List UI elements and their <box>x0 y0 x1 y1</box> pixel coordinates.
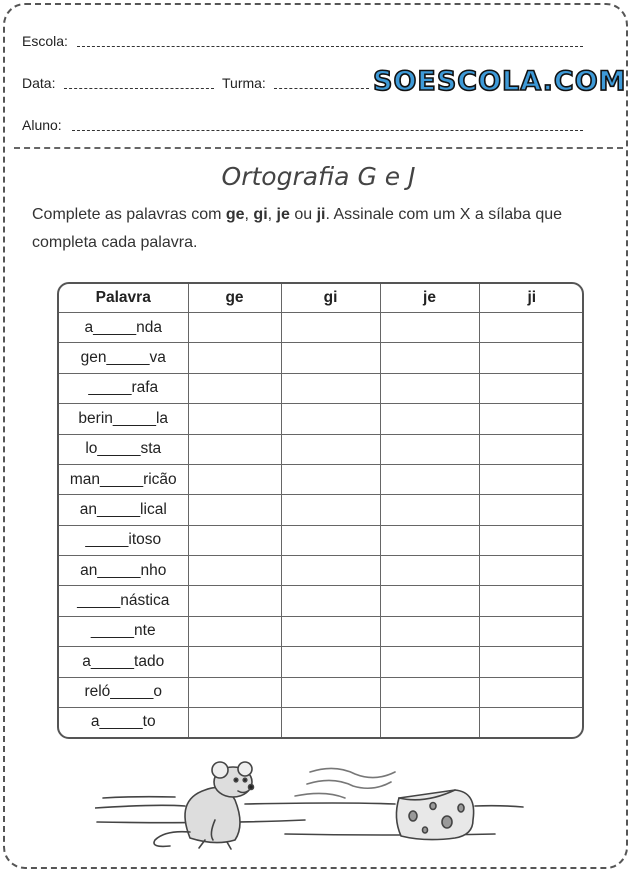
mouse-cheese-illustration <box>95 760 525 852</box>
answer-cell-ji[interactable] <box>479 313 584 343</box>
word-cell <box>59 343 188 373</box>
answer-cell-je[interactable] <box>380 495 479 525</box>
answer-cell-gi[interactable] <box>281 343 380 373</box>
answer-cell-gi[interactable] <box>281 525 380 555</box>
header-ge: ge <box>188 284 281 313</box>
answer-cell-gi[interactable] <box>281 677 380 707</box>
answer-cell-ge[interactable] <box>188 677 281 707</box>
answer-cell-gi[interactable] <box>281 707 380 737</box>
table-row <box>59 313 584 343</box>
table-row <box>59 707 584 737</box>
answer-cell-ge[interactable] <box>188 313 281 343</box>
word-cell <box>59 495 188 525</box>
answer-cell-je[interactable] <box>380 525 479 555</box>
answer-cell-ji[interactable] <box>479 647 584 677</box>
word-cell <box>59 404 188 434</box>
word-text: gen_____va <box>80 349 166 367</box>
answer-cell-gi[interactable] <box>281 404 380 434</box>
answer-cell-je[interactable] <box>380 464 479 494</box>
header-divider <box>14 147 623 149</box>
answer-cell-ji[interactable] <box>479 434 584 464</box>
word-text: an_____nho <box>80 561 167 579</box>
instr-ge: ge <box>225 206 245 223</box>
word-cell <box>59 313 188 343</box>
word-cell <box>59 647 188 677</box>
turma-field[interactable] <box>274 88 369 89</box>
word-cell <box>59 373 188 403</box>
instr-sep2: , <box>267 206 277 223</box>
turma-label: Turma: <box>222 75 266 91</box>
syllable-table-frame <box>57 282 584 739</box>
table-row <box>59 556 584 586</box>
instr-je: je <box>276 206 290 223</box>
instr-sep3: ou <box>289 206 317 223</box>
table-row <box>59 373 584 403</box>
answer-cell-je[interactable] <box>380 343 479 373</box>
table-row <box>59 404 584 434</box>
word-text: man_____ricão <box>69 470 177 488</box>
answer-cell-je[interactable] <box>380 677 479 707</box>
answer-cell-ji[interactable] <box>479 616 584 646</box>
word-cell <box>59 434 188 464</box>
answer-cell-je[interactable] <box>380 434 479 464</box>
answer-cell-je[interactable] <box>380 707 479 737</box>
escola-label: Escola: <box>22 33 68 49</box>
instr-part2: . Assinale com um X a sílaba que completa cada palavra. <box>32 206 563 251</box>
word-text: _____nte <box>90 622 156 640</box>
answer-cell-gi[interactable] <box>281 434 380 464</box>
answer-cell-ge[interactable] <box>188 434 281 464</box>
answer-cell-ji[interactable] <box>479 373 584 403</box>
word-cell <box>59 464 188 494</box>
word-cell <box>59 707 188 737</box>
word-text: _____nástica <box>77 592 170 610</box>
answer-cell-ge[interactable] <box>188 647 281 677</box>
table-row <box>59 464 584 494</box>
answer-cell-ji[interactable] <box>479 404 584 434</box>
header-gi: gi <box>281 284 380 313</box>
word-cell <box>59 586 188 616</box>
word-cell <box>59 556 188 586</box>
answer-cell-gi[interactable] <box>281 495 380 525</box>
answer-cell-je[interactable] <box>380 586 479 616</box>
answer-cell-ge[interactable] <box>188 495 281 525</box>
syllable-table <box>59 284 584 737</box>
answer-cell-je[interactable] <box>380 616 479 646</box>
instructions <box>32 201 622 257</box>
answer-cell-ji[interactable] <box>479 495 584 525</box>
smell-lines-icon <box>295 768 395 798</box>
word-text: a_____to <box>90 713 156 731</box>
word-text: berin_____la <box>78 409 169 427</box>
answer-cell-gi[interactable] <box>281 586 380 616</box>
data-label: Data: <box>22 75 56 91</box>
header-ji: ji <box>479 284 584 313</box>
answer-cell-gi[interactable] <box>281 556 380 586</box>
answer-cell-je[interactable] <box>380 404 479 434</box>
aluno-label: Aluno: <box>22 117 62 133</box>
answer-cell-ji[interactable] <box>479 556 584 586</box>
answer-cell-je[interactable] <box>380 373 479 403</box>
table-row <box>59 525 584 555</box>
page-title: Ortografia G e J <box>221 162 416 191</box>
data-field[interactable] <box>64 88 214 89</box>
table-row <box>59 434 584 464</box>
table-header-row <box>59 284 584 313</box>
answer-cell-ge[interactable] <box>188 556 281 586</box>
header-je: je <box>380 284 479 313</box>
answer-cell-ge[interactable] <box>188 586 281 616</box>
instr-part1: Complete as palavras com <box>32 206 226 223</box>
word-text: a_____tado <box>82 652 165 670</box>
table-row <box>59 495 584 525</box>
answer-cell-gi[interactable] <box>281 647 380 677</box>
answer-cell-ji[interactable] <box>479 707 584 737</box>
answer-cell-ge[interactable] <box>188 373 281 403</box>
word-text: _____itoso <box>85 531 162 549</box>
answer-cell-ge[interactable] <box>188 616 281 646</box>
answer-cell-ji[interactable] <box>479 464 584 494</box>
word-text: _____rafa <box>88 379 159 397</box>
word-text: reló_____o <box>84 683 163 701</box>
answer-cell-je[interactable] <box>380 556 479 586</box>
answer-cell-ji[interactable] <box>479 525 584 555</box>
answer-cell-ji[interactable] <box>479 586 584 616</box>
word-text: a_____nda <box>84 318 163 336</box>
escola-field[interactable] <box>77 46 583 47</box>
cheese-icon <box>396 790 473 840</box>
answer-cell-ji[interactable] <box>479 677 584 707</box>
word-cell <box>59 677 188 707</box>
instr-sep1: , <box>244 206 254 223</box>
answer-cell-gi[interactable] <box>281 616 380 646</box>
header-palavra: Palavra <box>59 284 188 313</box>
answer-cell-ge[interactable] <box>188 525 281 555</box>
answer-cell-ge[interactable] <box>188 707 281 737</box>
answer-cell-je[interactable] <box>380 647 479 677</box>
table-row <box>59 647 584 677</box>
answer-cell-gi[interactable] <box>281 464 380 494</box>
answer-cell-je[interactable] <box>380 313 479 343</box>
table-row <box>59 677 584 707</box>
word-text: an_____lical <box>79 500 167 518</box>
instr-gi: gi <box>253 206 268 223</box>
table-row <box>59 343 584 373</box>
answer-cell-ge[interactable] <box>188 343 281 373</box>
answer-cell-ge[interactable] <box>188 464 281 494</box>
word-cell <box>59 616 188 646</box>
table-row <box>59 586 584 616</box>
instr-ji: ji <box>316 206 326 223</box>
word-cell <box>59 525 188 555</box>
soescola-logo: SOESCOLA.COM <box>373 66 627 97</box>
ground-line-icon <box>103 797 175 798</box>
table-row <box>59 616 584 646</box>
answer-cell-gi[interactable] <box>281 313 380 343</box>
answer-cell-ge[interactable] <box>188 404 281 434</box>
word-text: lo_____sta <box>85 440 162 458</box>
aluno-field[interactable] <box>72 130 583 131</box>
answer-cell-gi[interactable] <box>281 373 380 403</box>
answer-cell-ji[interactable] <box>479 343 584 373</box>
